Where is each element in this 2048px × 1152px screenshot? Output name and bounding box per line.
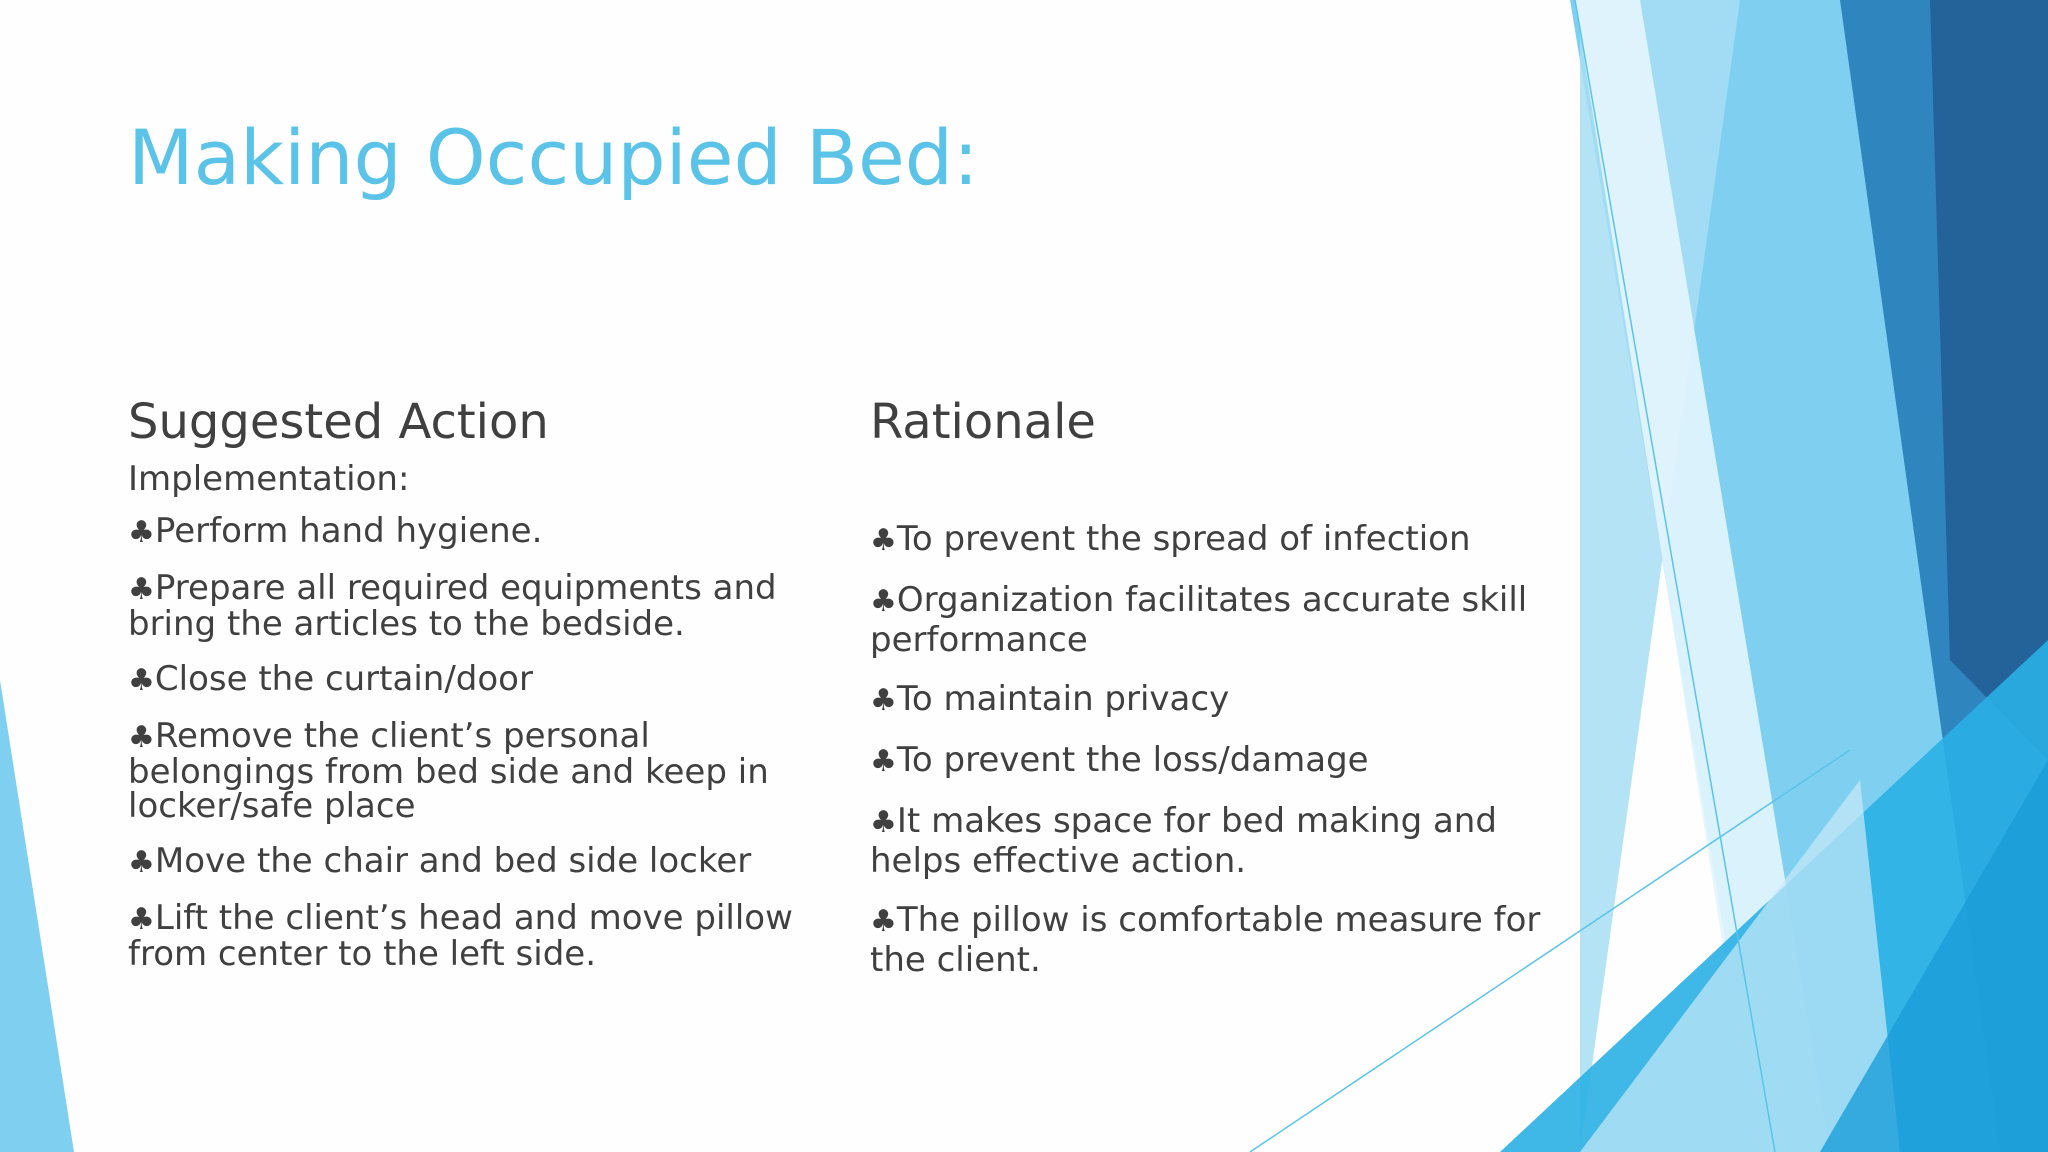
list-item-text: To maintain privacy	[896, 679, 1230, 719]
list-item	[128, 659, 828, 699]
list-item	[870, 741, 1570, 781]
rationale-heading: Rationale	[870, 394, 1096, 450]
list-item-text: It makes space for bed making and helps effective action.	[870, 801, 1497, 881]
club-suit-icon: ♣	[870, 744, 897, 779]
list-item	[128, 898, 828, 974]
club-suit-icon: ♣	[870, 683, 897, 718]
list-item	[128, 716, 828, 826]
list-item-text: Perform hand hygiene.	[154, 511, 543, 551]
club-suit-icon: ♣	[128, 572, 155, 607]
club-suit-icon: ♣	[128, 515, 155, 550]
list-item-text: Lift the client’s head and move pillow from center to the left side.	[128, 898, 793, 974]
club-suit-icon: ♣	[128, 663, 155, 698]
slide-title: Making Occupied Bed:	[128, 113, 979, 202]
club-suit-icon: ♣	[128, 902, 155, 937]
list-item-text: To prevent the spread of infection	[896, 519, 1471, 559]
club-suit-icon: ♣	[128, 845, 155, 880]
list-item	[870, 680, 1570, 720]
list-item	[128, 841, 828, 881]
club-suit-icon: ♣	[128, 720, 155, 755]
list-item-text: The pillow is comfortable measure for the client.	[870, 900, 1541, 980]
club-suit-icon: ♣	[870, 805, 897, 840]
list-item-text: Move the chair and bed side locker	[154, 841, 752, 881]
implementation-label: Implementation:	[128, 459, 410, 499]
suggested-action-list	[128, 460, 828, 992]
list-item-text: Prepare all required equipments and bring the articles to the bedside.	[128, 568, 777, 644]
list-item	[870, 802, 1570, 880]
list-item	[870, 901, 1570, 979]
list-item	[870, 581, 1570, 659]
list-item-text: Remove the client’s personal belongings from bed side and keep in locker/safe place	[128, 716, 769, 826]
list-item-text: Close the curtain/door	[154, 659, 533, 699]
club-suit-icon: ♣	[870, 523, 897, 558]
list-item	[870, 520, 1570, 560]
suggested-action-heading: Suggested Action	[128, 394, 549, 450]
rationale-list	[870, 520, 1570, 1000]
list-item-text: To prevent the loss/damage	[896, 740, 1369, 780]
list-item	[128, 568, 828, 644]
club-suit-icon: ♣	[870, 584, 897, 619]
club-suit-icon: ♣	[870, 904, 897, 939]
list-item-text: Organization facilitates accurate skill performance	[870, 580, 1528, 660]
list-item	[128, 511, 828, 551]
left-accent-shape	[0, 680, 74, 1152]
